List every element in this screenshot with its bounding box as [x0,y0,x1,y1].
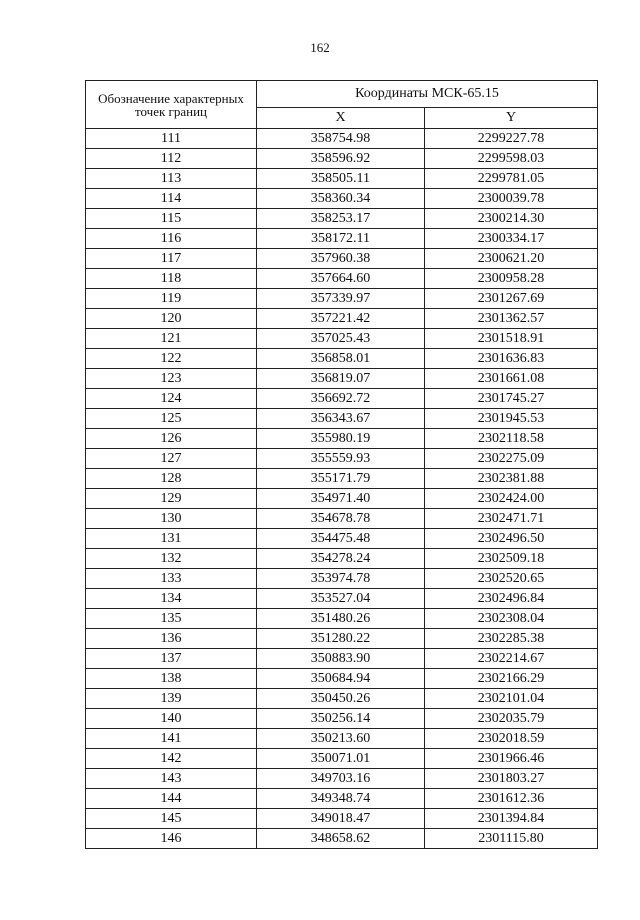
table-row [86,509,598,529]
y-coordinate-cell: 2300214.30 [425,209,598,229]
x-coordinate-cell: 350883.90 [257,649,425,669]
y-coordinate-cell: 2301267.69 [425,289,598,309]
table-row [86,309,598,329]
table-row [86,669,598,689]
point-cell: 114 [86,189,257,209]
y-coordinate-cell: 2302166.29 [425,669,598,689]
y-coordinate-cell: 2302520.65 [425,569,598,589]
table-row [86,769,598,789]
y-coordinate-cell: 2302496.84 [425,589,598,609]
table-row [86,229,598,249]
point-cell: 143 [86,769,257,789]
table-row [86,789,598,809]
point-cell: 135 [86,609,257,629]
table-row [86,689,598,709]
point-cell: 111 [86,129,257,149]
x-coordinate-cell: 355559.93 [257,449,425,469]
y-coordinate-cell: 2302101.04 [425,689,598,709]
point-cell: 136 [86,629,257,649]
point-cell: 120 [86,309,257,329]
table-row [86,749,598,769]
point-cell: 121 [86,329,257,349]
x-coordinate-cell: 350213.60 [257,729,425,749]
point-cell: 125 [86,409,257,429]
y-coordinate-cell: 2301803.27 [425,769,598,789]
y-coordinate-cell: 2302018.59 [425,729,598,749]
table-row [86,289,598,309]
y-coordinate-cell: 2301115.80 [425,829,598,849]
x-coordinate-cell: 358505.11 [257,169,425,189]
table-row [86,329,598,349]
point-cell: 144 [86,789,257,809]
table-row [86,209,598,229]
y-coordinate-cell: 2302509.18 [425,549,598,569]
table-row [86,729,598,749]
x-coordinate-cell: 354475.48 [257,529,425,549]
point-cell: 131 [86,529,257,549]
table-row [86,569,598,589]
point-cell: 117 [86,249,257,269]
table-row [86,609,598,629]
y-coordinate-cell: 2299227.78 [425,129,598,149]
table-row [86,349,598,369]
y-coordinate-cell: 2302285.38 [425,629,598,649]
table-row [86,409,598,429]
point-cell: 116 [86,229,257,249]
x-coordinate-cell: 351280.22 [257,629,425,649]
x-coordinate-cell: 356343.67 [257,409,425,429]
x-coordinate-cell: 358360.34 [257,189,425,209]
table-row [86,529,598,549]
x-coordinate-cell: 357960.38 [257,249,425,269]
y-coordinate-cell: 2300039.78 [425,189,598,209]
y-coordinate-cell: 2302214.67 [425,649,598,669]
point-cell: 140 [86,709,257,729]
table-row [86,149,598,169]
y-coordinate-cell: 2302381.88 [425,469,598,489]
point-cell: 133 [86,569,257,589]
table-row [86,169,598,189]
x-coordinate-cell: 354971.40 [257,489,425,509]
x-coordinate-cell: 355171.79 [257,469,425,489]
point-cell: 127 [86,449,257,469]
x-coordinate-cell: 357025.43 [257,329,425,349]
point-cell: 126 [86,429,257,449]
y-coordinate-cell: 2301518.91 [425,329,598,349]
x-coordinate-cell: 354678.78 [257,509,425,529]
x-coordinate-cell: 356819.07 [257,369,425,389]
y-coordinate-cell: 2301966.46 [425,749,598,769]
point-cell: 138 [86,669,257,689]
point-cell: 123 [86,369,257,389]
y-coordinate-cell: 2301745.27 [425,389,598,409]
table-row [86,129,598,149]
table-row [86,369,598,389]
y-coordinate-cell: 2302308.04 [425,609,598,629]
table-row [86,589,598,609]
x-coordinate-cell: 356858.01 [257,349,425,369]
y-coordinate-cell: 2300334.17 [425,229,598,249]
y-coordinate-cell: 2302035.79 [425,709,598,729]
y-coordinate-cell: 2299598.03 [425,149,598,169]
point-cell: 132 [86,549,257,569]
point-cell: 145 [86,809,257,829]
x-coordinate-cell: 357221.42 [257,309,425,329]
y-coordinate-cell: 2301661.08 [425,369,598,389]
x-coordinate-cell: 353974.78 [257,569,425,589]
point-cell: 134 [86,589,257,609]
y-coordinate-cell: 2302118.58 [425,429,598,449]
x-coordinate-cell: 349703.16 [257,769,425,789]
point-cell: 128 [86,469,257,489]
x-coordinate-cell: 354278.24 [257,549,425,569]
x-coordinate-cell: 358253.17 [257,209,425,229]
table-row [86,249,598,269]
point-cell: 119 [86,289,257,309]
table-row [86,709,598,729]
y-coordinate-cell: 2301612.36 [425,789,598,809]
table-row [86,269,598,289]
table-row [86,429,598,449]
point-cell: 113 [86,169,257,189]
y-coordinate-cell: 2301636.83 [425,349,598,369]
y-coordinate-cell: 2301362.57 [425,309,598,329]
x-coordinate-cell: 350684.94 [257,669,425,689]
x-coordinate-cell: 349348.74 [257,789,425,809]
point-cell: 115 [86,209,257,229]
table-row [86,469,598,489]
x-coordinate-cell: 350450.26 [257,689,425,709]
y-coordinate-cell: 2300958.28 [425,269,598,289]
x-coordinate-cell: 348658.62 [257,829,425,849]
y-coordinate-cell: 2301394.84 [425,809,598,829]
point-cell: 124 [86,389,257,409]
x-coordinate-cell: 357339.97 [257,289,425,309]
table-body [86,129,598,849]
point-cell: 112 [86,149,257,169]
table-row [86,549,598,569]
x-coordinate-cell: 356692.72 [257,389,425,409]
y-coordinate-cell: 2299781.05 [425,169,598,189]
x-column-header: X [257,108,425,129]
table-row [86,489,598,509]
table-row [86,449,598,469]
table-row [86,389,598,409]
point-cell: 146 [86,829,257,849]
x-coordinate-cell: 353527.04 [257,589,425,609]
y-coordinate-cell: 2302424.00 [425,489,598,509]
x-coordinate-cell: 358596.92 [257,149,425,169]
y-coordinate-cell: 2300621.20 [425,249,598,269]
x-coordinate-cell: 357664.60 [257,269,425,289]
x-coordinate-cell: 349018.47 [257,809,425,829]
x-coordinate-cell: 355980.19 [257,429,425,449]
table-row [86,829,598,849]
header-row-top [86,81,598,108]
point-cell: 130 [86,509,257,529]
point-cell: 141 [86,729,257,749]
x-coordinate-cell: 351480.26 [257,609,425,629]
x-coordinate-cell: 350071.01 [257,749,425,769]
point-cell: 137 [86,649,257,669]
point-cell: 129 [86,489,257,509]
coordinate-system-header: Координаты МСК-65.15 [257,81,598,108]
table-row [86,649,598,669]
table-row [86,809,598,829]
x-coordinate-cell: 350256.14 [257,709,425,729]
table-row [86,189,598,209]
y-coordinate-cell: 2302471.71 [425,509,598,529]
y-coordinate-cell: 2302496.50 [425,529,598,549]
x-coordinate-cell: 358172.11 [257,229,425,249]
point-cell: 122 [86,349,257,369]
table-row [86,629,598,649]
y-coordinate-cell: 2301945.53 [425,409,598,429]
page-number: 162 [310,40,330,55]
point-cell: 139 [86,689,257,709]
point-cell: 142 [86,749,257,769]
coordinates-table [85,80,598,849]
point-designation-header: Обозначение характерных точек границ [86,81,257,129]
y-column-header: Y [425,108,598,129]
point-cell: 118 [86,269,257,289]
y-coordinate-cell: 2302275.09 [425,449,598,469]
x-coordinate-cell: 358754.98 [257,129,425,149]
